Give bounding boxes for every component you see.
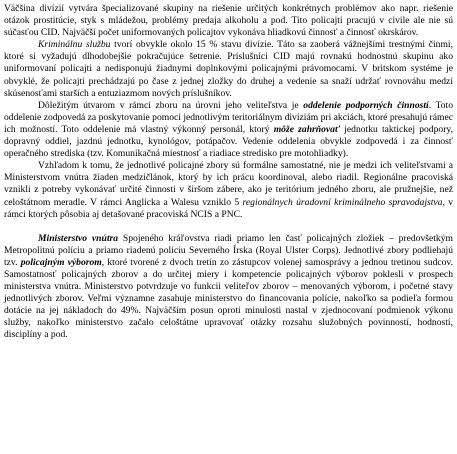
paragraph-support-department (4, 100, 453, 160)
term-may-include: môže zahrňovať (273, 123, 341, 135)
text-run: , v rámci ktorých pôsobia aj detašované pracoviská NCIS a PNC. (4, 196, 454, 220)
paragraph-regional-offices (4, 160, 453, 220)
term-criminal-service: Kriminálnu službu (38, 39, 111, 51)
term-home-office: Ministerstvo vnútra (38, 232, 119, 244)
text-run: Väčšina divízií vytvára špecializované skupiny na riešenie určitých konkrétnych problémov ako napr. riešenie otázok prostitúcie, styk s mládežou, problémy predaja alkoholu a pod. Tito policajti pracujú v civile ale nie sú súčasťou CID. Najväčší počet uniformovaných policajtov vykonáva hliadkovú činnosť a činnosť okrskárov. (4, 3, 453, 39)
text-run: . Toto oddelenie zodpovedá za poskytovanie pomoci jednotlivým teritoriálnym divíziám pri akciách, ktoré presahujú rámec ich možností. Toto oddelenie má vlastný výkonný personál, ktorý (4, 99, 453, 135)
text-run: jednotku taktickej podpory, dopravný oddiel, jazdnú jednotku, kynológov, potápačov. Vedenie oddelenia obvykle zodpovedá i za činnosť operačného strediska (tzv. Komunikačná miestnosť a riadiace stredisko pre motohliadky). (4, 123, 453, 160)
paragraph-specialized-groups (4, 3, 453, 39)
text-run: tvorí obvykle okolo 15 % stavu divízie. Táto sa zaoberá vážnejšími trestnými činmi, ktoré si vyžadujú dlhodobejšie pokračujúce šetrenie. Príslušníci CID majú rovnakú hodnostnú skupinu ako uniformovaní policajti a nedisponujú žiadnymi doplnkovými policajnými právomocami. V britskom systéme je obvyklé, že policajti prechádzajú po čase z jednej zložky do druhej a vedenie sa snaží udržať rovnováhu medzi skúsenosťami starších a entuziazmom nových príslušníkov. (4, 39, 453, 99)
paragraph-criminal-service (4, 39, 453, 99)
text-run: Dôležitým útvarom v rámci zboru na úrovni jeho veliteľstva je (38, 99, 304, 111)
term-police-committees: policajným výborom (20, 256, 102, 268)
paragraph-home-office (4, 233, 453, 342)
text-run: , ktoré tvorené z dvoch tretín zo zástupcov volenej samosprávy a jednou tretinou sudcov. Samostatnosť policajných zborov a do určitej miery i kompetencie policajných výborov poklesli v prospech ministerstva vnútra. Ministerstvo potvrdzuje vo funkcii veliteľov zborov – menovaných výborom, i početné stavy jednotlivých zborov. Veľmi významne zasahuje ministerstvo do financovania polície, nakoľko sa podieľa formou dotácie na jej nákladoch do 49%. Najväčším posun oproti minulosti nastal v zjednocovaní podmienok výkonu služby, nakoľko ministerstvo začalo celoštátne upravovať otázky rozsahu služobných povinností, hodností, disciplíny a pod. (4, 256, 454, 341)
text-run: Spojeného kráľovstva riadi priamo len časť policajných zložiek – predovšetkým Metropolitnú políciu a priamo riadenú políciu Severného Írska (Royal Ulster Corps). Jednotlivé zbory podliehajú tzv. (4, 232, 453, 268)
term-support-department: oddelenie podporných činností (303, 99, 429, 111)
paragraph-gap (4, 221, 453, 233)
term-regional-intelligence-offices: regionálnych úradovní kriminálneho spravodajstva (242, 196, 443, 208)
text-run: Vzhľadom k tomu, že jednotlivé policajné zbory sú formálne samostatné, nie je medzi ich veliteľstvami a Ministerstvom vnútra žiaden medzičlánok, ktorý by ich prácu koordinoval, alebo riadil. Regionálne pracoviská vznikli z potreby vykonávať určité činnosti v širšom zábere, ako je teritórium jedného zboru, ale pružnejšie, než celoštátnom meradle. V rámci Anglicka a Walesu vzniklo 5 (4, 160, 453, 208)
